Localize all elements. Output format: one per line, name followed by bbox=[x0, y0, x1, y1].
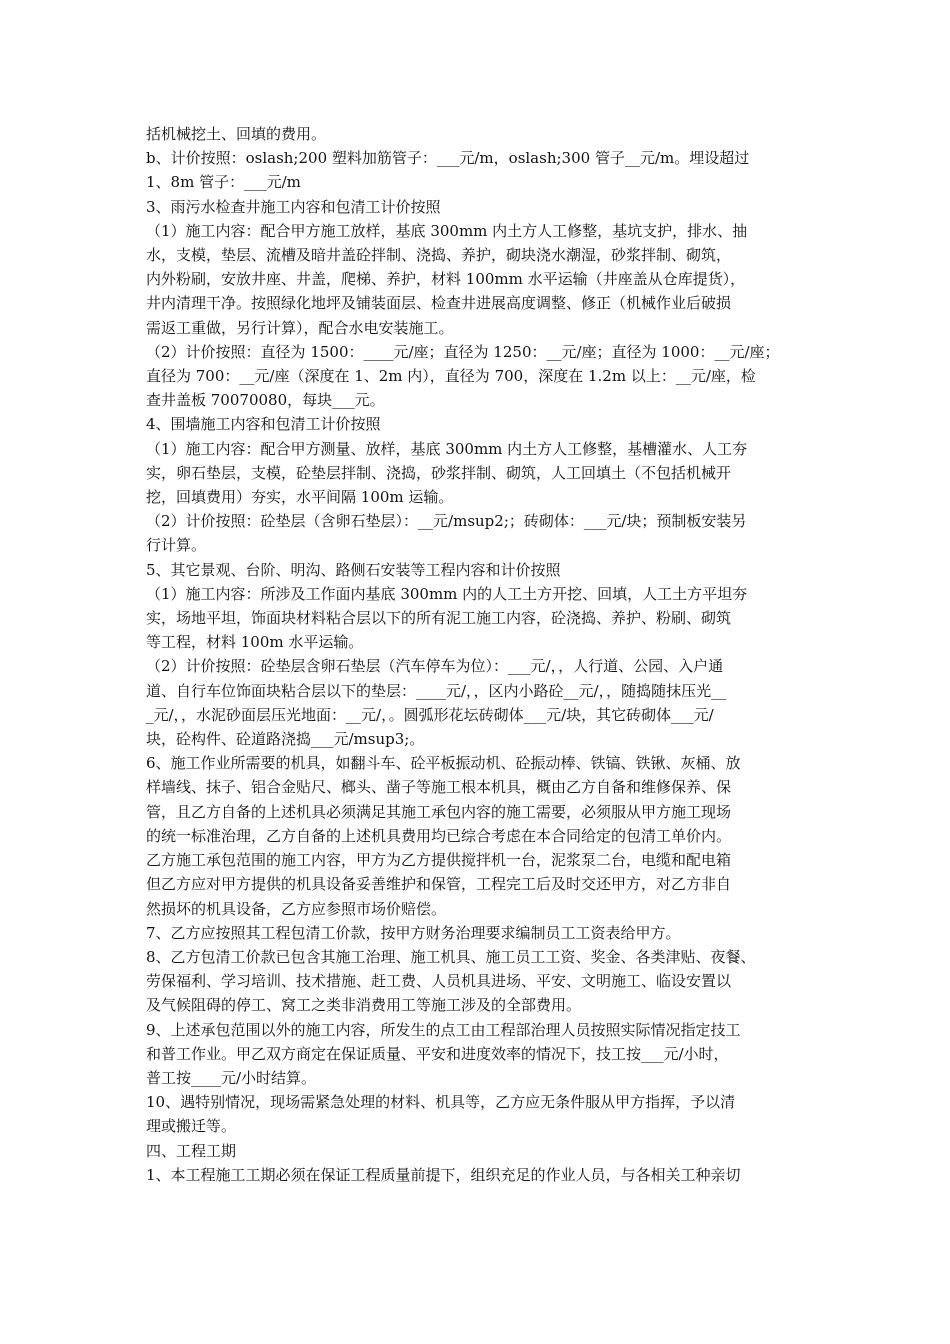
text-line: 普工按____元/小时结算。 bbox=[146, 1068, 317, 1087]
text-line: 挖，回填费用）夯实，水平间隔 100m 运输。 bbox=[146, 488, 454, 507]
text-line: 1、本工程施工工期必须在保证工程质量前提下，组织充足的作业人员，与各相关工种亲切 bbox=[146, 1165, 741, 1184]
text-line: 理或搬迁等。 bbox=[146, 1117, 237, 1136]
text-line: 等工程，材料 100m 水平运输。 bbox=[146, 633, 364, 652]
text-line: 10、遇特别情况，现场需紧急处理的材料、机具等，乙方应无条件服从甲方指挥，予以清 bbox=[146, 1093, 736, 1112]
text-line: 样墙线、抹子、铝合金贴尺、榔头、凿子等施工根本机具，概由乙方自备和维修保养、保 bbox=[146, 778, 732, 797]
text-line: 8、乙方包清工价款已包含其施工治理、施工机具、施工员工工资、奖金、各类津贴、夜餐、 bbox=[146, 947, 756, 966]
document-page bbox=[146, 122, 818, 1187]
text-line: 水，支模，垫层、流槽及暗井盖砼拌制、浇捣、养护，砌块浇水潮湿，砂浆拌制、砌筑， bbox=[146, 246, 732, 265]
text-line: 1、8m 管子：___元/m bbox=[146, 173, 301, 192]
text-line: 实，场地平坦，饰面块材料粘合层以下的所有泥工施工内容，砼浇捣、养护、粉刷、砌筑 bbox=[146, 609, 732, 628]
text-line: 劳保福利、学习培训、技术措施、赶工费、人员机具进场、平安、文明施工、临设安置以 bbox=[146, 972, 732, 991]
text-line: 查井盖板 70070080，每块___元。 bbox=[146, 391, 385, 410]
text-line: 井内清理干净。按照绿化地坪及铺装面层、检查井进展高度调整、修正（机械作业后破损 bbox=[146, 294, 732, 313]
text-line: （1）施工内容：配合甲方测量、放样，基底 300mm 内土方人工修整，基槽灌水、人工夯 bbox=[146, 439, 748, 458]
section-heading: 4、围墙施工内容和包清工计价按照 bbox=[146, 415, 381, 434]
text-line: （1）施工内容：所涉及工作面内基底 300mm 内的人工土方开挖、回填，人工土方平坦夯 bbox=[146, 584, 748, 603]
text-line: 乙方施工承包范围的施工内容，甲方为乙方提供搅拌机一台，泥浆泵二台，电缆和配电箱 bbox=[146, 851, 732, 870]
text-line: 和普工作业。甲乙双方商定在保证质量、平安和进度效率的情况下，技工按___元/小时， bbox=[146, 1044, 729, 1063]
text-line: （2）计价按照：直径为 1500：____元/座；直径为 1250：__元/座；直径为 1000：__元/座； bbox=[146, 342, 780, 361]
text-line: 括机械挖土、回填的费用。 bbox=[146, 125, 327, 143]
text-line: 道、自行车位饰面块粘合层以下的垫层：____元/，，区内小路砼__元/，，随捣随抹压光__ bbox=[146, 681, 727, 700]
text-line: 6、施工作业所需要的机具，如翻斗车、砼平板振动机、砼振动棒、铁镐、铁锹、灰桶、放 bbox=[146, 754, 741, 773]
text-line: （2）计价按照：砼垫层含卵石垫层（汽车停车为位）：___元/，，人行道、公园、入户通 bbox=[146, 657, 724, 676]
text-line: 实，卵石垫层，支模，砼垫层拌制、浇捣，砂浆拌制、砌筑，人工回填土（不包括机械开 bbox=[146, 463, 732, 482]
text-line: 直径为 700：__元/座（深度在 1、2m 内），直径为 700，深度在 1.2m 以上：__元/座，检 bbox=[146, 367, 756, 386]
text-line: 需返工重做，另行计算），配合水电安装施工。 bbox=[146, 318, 454, 337]
text-line: 管，且乙方自备的上述机具必须满足其施工承包内容的施工需要，必须服从甲方施工现场 bbox=[146, 802, 732, 821]
text-line: 行计算。 bbox=[146, 536, 207, 555]
text-line: 块，砼构件、砼道路浇捣___元/msup3;。 bbox=[146, 730, 425, 749]
text-line: 但乙方应对甲方提供的机具设备妥善维护和保管，工程完工后及时交还甲方，对乙方非自 bbox=[146, 875, 732, 894]
section-heading: 3、雨污水检查井施工内容和包清工计价按照 bbox=[146, 197, 441, 216]
text-line: 及气候阻碍的停工、窝工之类非消费用工等施工涉及的全部费用。 bbox=[146, 996, 582, 1015]
text-line: 然损坏的机具设备，乙方应参照市场价赔偿。 bbox=[146, 899, 447, 918]
text-line: b、计价按照：oslash;200 塑料加筋管子：___元/m，oslash;300 管子__元/m。埋设超过 bbox=[146, 149, 750, 168]
text-line: 的统一标准治理，乙方自备的上述机具费用均已综合考虑在本合同给定的包清工单价内。 bbox=[146, 826, 732, 845]
text-line: （1）施工内容：配合甲方施工放样，基底 300mm 内土方人工修整，基坑支护，排水、抽 bbox=[146, 221, 748, 240]
section-heading: 四、工程工期 bbox=[146, 1141, 237, 1160]
text-line: 7、乙方应按照其工程包清工价款，按甲方财务治理要求编制员工工资表给甲方。 bbox=[146, 923, 681, 942]
text-line: 内外粉刷，安放井座、井盖，爬梯、养护，材料 100mm 水平运输（井座盖从仓库提货）， bbox=[146, 270, 746, 289]
text-line: （2）计价按照：砼垫层（含卵石垫层）：__元/msup2;；砖砌体：___元/块；预制板安装另 bbox=[146, 512, 747, 531]
text-line: 9、上述承包范围以外的施工内容，所发生的点工由工程部治理人员按照实际情况指定技工 bbox=[146, 1020, 741, 1039]
text-line: _元/，，水泥砂面层压光地面：__元/，。圆弧形花坛砖砌体___元/块，其它砖砌体___元/ bbox=[146, 705, 714, 724]
section-heading: 5、其它景观、台阶、明沟、路侧石安装等工程内容和计价按照 bbox=[146, 560, 561, 579]
